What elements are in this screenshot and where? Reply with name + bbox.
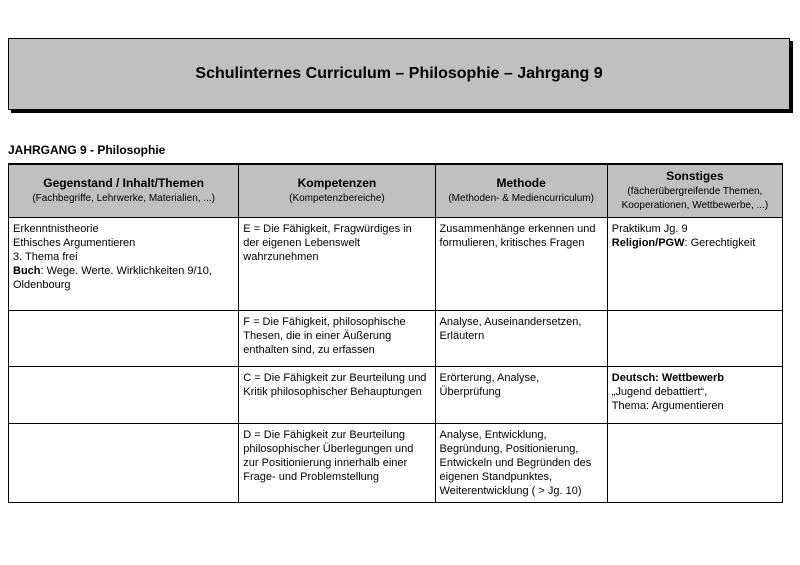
header-sub: (Kompetenzbereiche) bbox=[289, 193, 385, 204]
header-sub: (Fachbegriffe, Lehrwerke, Materialien, ...) bbox=[32, 193, 215, 204]
misc-label-text: Deutsch: Wettbewerb bbox=[611, 372, 725, 384]
table-row bbox=[9, 424, 783, 503]
header-main: Gegenstand / Inhalt/Themen bbox=[43, 176, 204, 190]
document-title bbox=[8, 38, 790, 110]
book-reference bbox=[13, 264, 234, 292]
cell-gegenstand bbox=[9, 311, 239, 367]
header-sonstiges bbox=[607, 164, 782, 218]
cell-methode: Zusammenhänge erkennen und formulieren, kritisches Fragen bbox=[435, 218, 607, 311]
header-gegenstand bbox=[9, 164, 239, 218]
header-sub: (fächerübergreifende Themen, Kooperationen, Wettbewerbe, ...) bbox=[621, 186, 769, 211]
misc-label bbox=[612, 371, 778, 385]
cell-kompetenz: F = Die Fähigkeit, philosophische Thesen, die in einer Äußerung enthalten sind, zu erfassen bbox=[239, 311, 435, 367]
section-heading: JAHRGANG 9 - Philosophie bbox=[8, 143, 166, 157]
header-methode bbox=[435, 164, 607, 218]
header-main: Methode bbox=[496, 176, 546, 190]
cell-sonstiges bbox=[607, 424, 782, 503]
cell-methode: Analyse, Entwicklung, Begründung, Positionierung, Entwickeln und Begründen des eigenen Standpunktes, Weiterentwicklung ( > Jg. 10) bbox=[435, 424, 607, 503]
cell-kompetenz: C = Die Fähigkeit zur Beurteilung und Kritik philosophischer Behauptungen bbox=[239, 367, 435, 424]
misc-label: Religion/PGW bbox=[611, 237, 685, 249]
book-text: : Wege. Werte. Wirklichkeiten 9/10, Oldenbourg bbox=[13, 265, 212, 291]
header-main: Sonstiges bbox=[666, 169, 724, 183]
table-row bbox=[9, 218, 783, 311]
misc-text: : Gerechtigkeit bbox=[684, 237, 756, 249]
curriculum-table bbox=[8, 163, 783, 503]
cell-gegenstand bbox=[9, 424, 239, 503]
misc-line: Praktikum Jg. 9 bbox=[611, 223, 688, 235]
table-row bbox=[9, 311, 783, 367]
document-title-text: Schulinternes Curriculum – Philosophie – Jahrgang 9 bbox=[195, 65, 603, 82]
cell-sonstiges bbox=[607, 218, 782, 311]
topic-line: Ethisches Argumentieren bbox=[13, 237, 136, 249]
table-row bbox=[9, 367, 783, 424]
table-header-row bbox=[9, 164, 783, 218]
book-label: Buch bbox=[13, 265, 41, 277]
cell-sonstiges bbox=[607, 367, 782, 424]
misc-line bbox=[612, 236, 778, 250]
cell-gegenstand bbox=[9, 367, 239, 424]
topic-line: Erkenntnistheorie bbox=[13, 223, 99, 235]
cell-methode: Erörterung, Analyse, Überprüfung bbox=[435, 367, 607, 424]
cell-kompetenz: E = Die Fähigkeit, Fragwürdiges in der eigenen Lebenswelt wahrzunehmen bbox=[239, 218, 435, 311]
cell-gegenstand bbox=[9, 218, 239, 311]
header-sub: (Methoden- & Mediencurriculum) bbox=[448, 193, 594, 204]
cell-sonstiges bbox=[607, 311, 782, 367]
topic-line: 3. Thema frei bbox=[13, 251, 78, 263]
header-kompetenzen bbox=[239, 164, 435, 218]
header-main: Kompetenzen bbox=[297, 176, 377, 190]
misc-line: Thema: Argumentieren bbox=[611, 400, 724, 412]
cell-methode: Analyse, Auseinandersetzen, Erläutern bbox=[435, 311, 607, 367]
misc-line: „Jugend debattiert“, bbox=[611, 386, 708, 398]
cell-kompetenz: D = Die Fähigkeit zur Beurteilung philosophischer Überlegungen und zur Positionierung innerhalb einer Frage- und Problemstellung bbox=[239, 424, 435, 503]
